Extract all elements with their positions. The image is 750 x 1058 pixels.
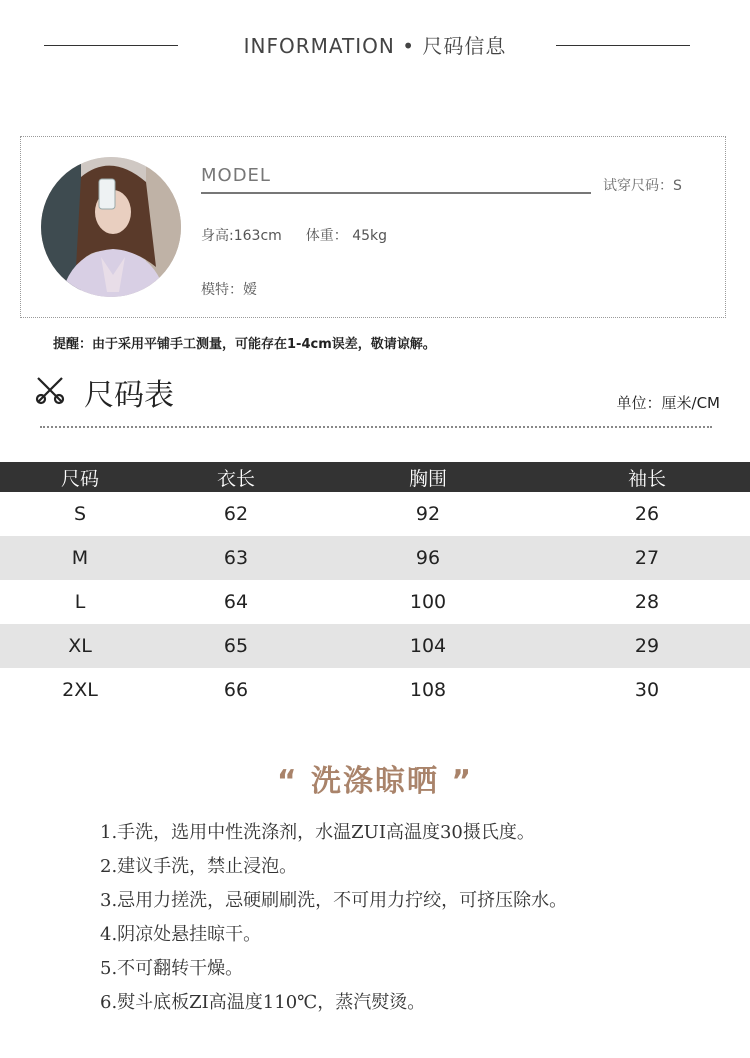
model-card — [20, 136, 726, 318]
table-row — [0, 668, 750, 712]
care-title: “ 洗涤晾晒 ” — [276, 764, 474, 799]
model-underline — [201, 192, 591, 194]
header-cell: 衣长 — [160, 462, 312, 492]
model-label: MODEL — [201, 165, 271, 186]
try-size: 试穿尺码：S — [603, 178, 682, 194]
care-item: 3.忌用力搓洗，忌硬刷刷洗，不可用力拧绞，可挤压除水。 — [100, 890, 568, 911]
table-cell: 27 — [544, 536, 750, 580]
table-cell: 92 — [415, 503, 441, 525]
care-list — [100, 820, 567, 1024]
header-title: INFORMATION • 尺码信息 — [243, 34, 507, 58]
table-cell: 30 — [634, 679, 660, 701]
header-cell: 袖长 — [544, 462, 750, 492]
table-cell: 63 — [160, 536, 312, 580]
model-name: 模特：嫒 — [201, 282, 257, 298]
table-cell: 64 — [223, 591, 249, 613]
care-item: 6.熨斗底板ZI高温度110℃，蒸汽熨烫。 — [100, 992, 426, 1013]
table-row — [0, 492, 750, 536]
table-cell: 66 — [223, 679, 249, 701]
model-height: 身高:163cm — [201, 228, 282, 244]
care-item: 5.不可翻转干燥。 — [100, 958, 244, 979]
table-row — [0, 580, 750, 624]
model-avatar — [41, 157, 181, 297]
table-cell: 28 — [634, 591, 660, 613]
table-cell: 65 — [160, 624, 312, 668]
table-cell: 26 — [634, 503, 660, 525]
table-cell: XL — [0, 624, 160, 668]
table-cell: M — [0, 536, 160, 580]
size-chart-title: 尺码表 — [84, 378, 174, 413]
table-row — [0, 624, 750, 668]
scissors-icon — [34, 374, 66, 406]
model-photo-icon — [41, 157, 181, 297]
header-cell: 尺码 — [0, 462, 160, 492]
table-cell: 96 — [312, 536, 544, 580]
table-cell: 100 — [409, 591, 447, 613]
table-cell: 2XL — [62, 679, 98, 701]
care-item: 4.阴凉处悬挂晾干。 — [100, 924, 262, 945]
header-line-right — [556, 45, 690, 46]
size-table — [0, 462, 750, 712]
model-weight: 体重： 45kg — [305, 228, 388, 244]
table-cell: 108 — [409, 679, 447, 701]
measurement-note: 提醒：由于采用平铺手工测量，可能存在1-4cm误差，敬请谅解。 — [53, 337, 436, 352]
table-cell: L — [74, 591, 86, 613]
table-cell: 104 — [312, 624, 544, 668]
table-cell: 62 — [223, 503, 249, 525]
care-item: 2.建议手洗，禁止浸泡。 — [100, 856, 298, 877]
model-stats — [201, 225, 411, 245]
table-cell: 29 — [544, 624, 750, 668]
table-cell: S — [73, 503, 87, 525]
dotted-divider — [40, 426, 712, 428]
care-item: 1.手洗，选用中性洗涤剂，水温ZUI高温度30摄氏度。 — [100, 822, 535, 843]
table-header-row — [0, 462, 750, 492]
header-cell: 胸围 — [312, 462, 544, 492]
table-row — [0, 536, 750, 580]
unit-label: 单位：厘米/CM — [616, 394, 720, 412]
